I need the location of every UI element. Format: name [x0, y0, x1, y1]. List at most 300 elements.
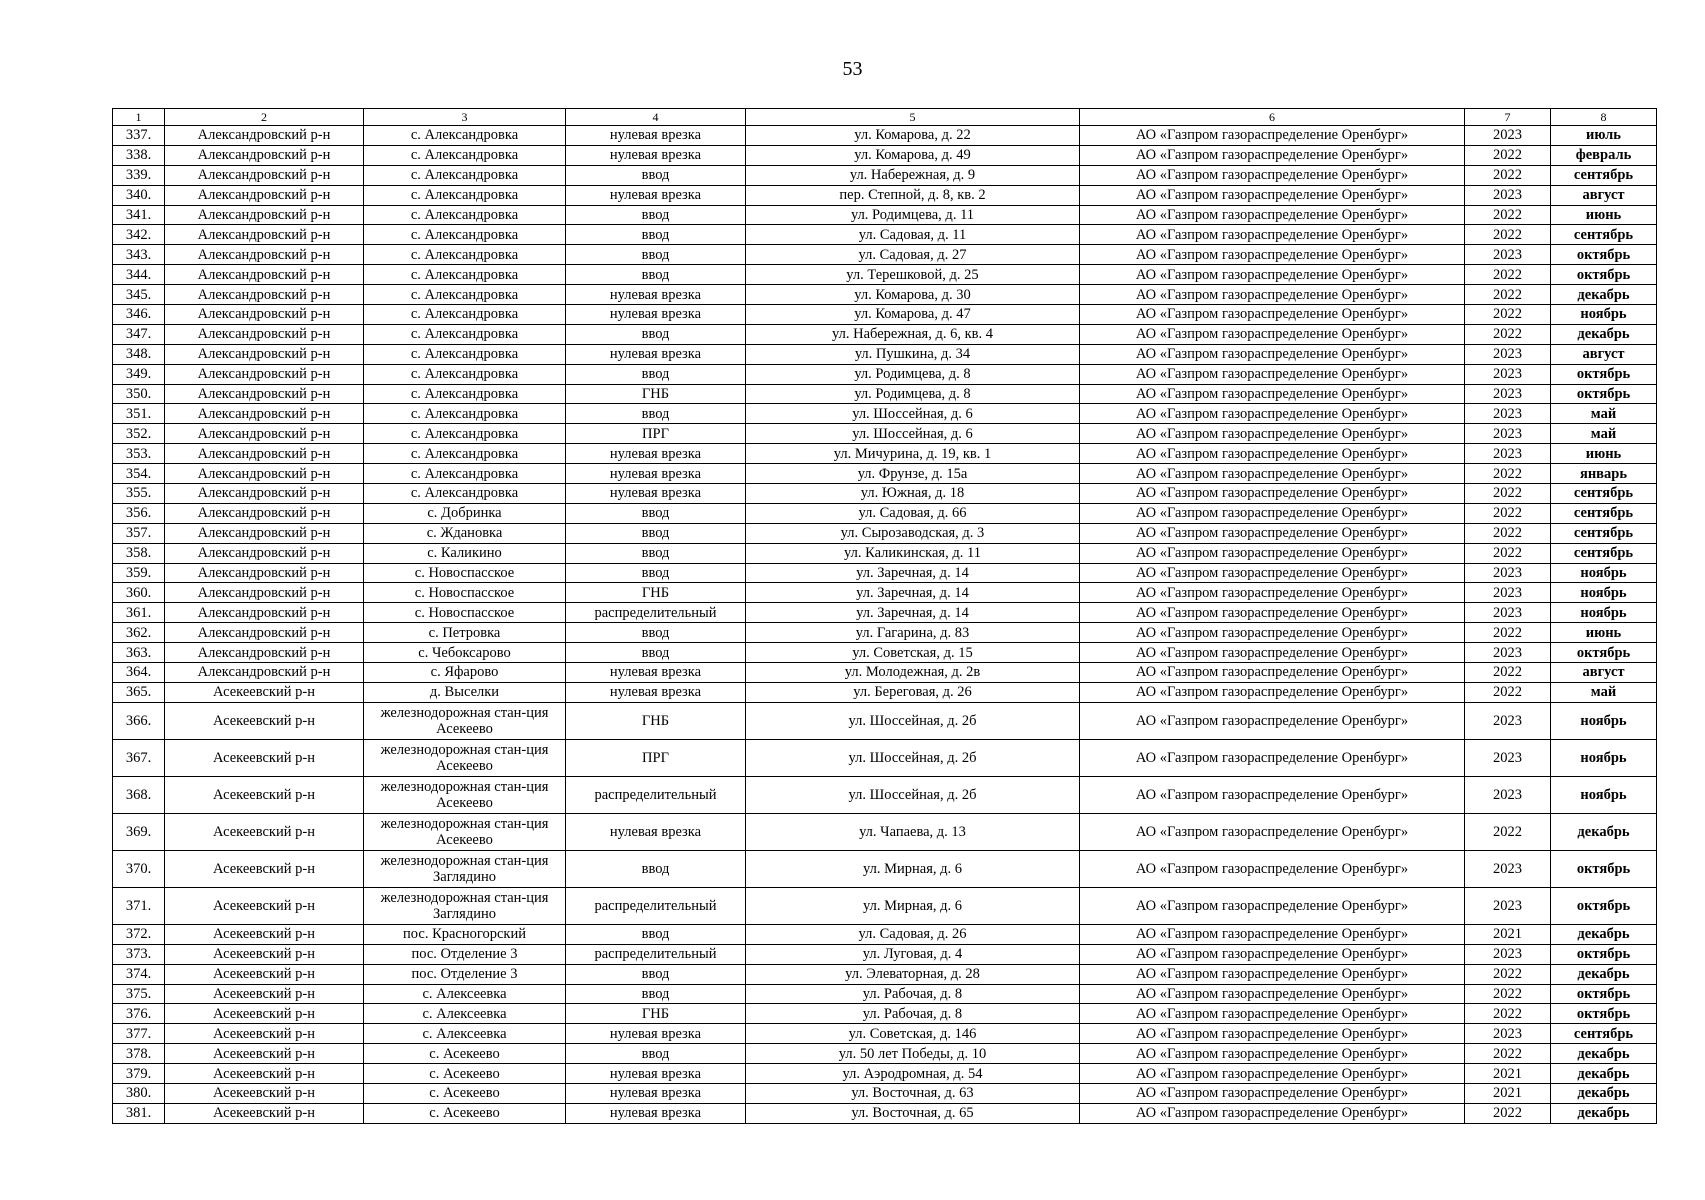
organization-cell: АО «Газпром газораспределение Оренбург» [1080, 444, 1465, 464]
address-cell: ул. 50 лет Победы, д. 10 [746, 1044, 1080, 1064]
month-cell: август [1551, 663, 1657, 683]
district-cell: Асекеевский р-н [165, 850, 364, 887]
table-row [113, 850, 1657, 887]
table-row [113, 984, 1657, 1004]
district-cell: Александровский р-н [165, 305, 364, 325]
organization-cell: АО «Газпром газораспределение Оренбург» [1080, 739, 1465, 776]
district-cell: Александровский р-н [165, 623, 364, 643]
row-number-cell: 341. [113, 205, 165, 225]
address-cell: ул. Шоссейная, д. 6 [746, 424, 1080, 444]
month-cell: сентябрь [1551, 484, 1657, 504]
district-cell: Асекеевский р-н [165, 944, 364, 964]
address-cell: ул. Молодежная, д. 2в [746, 663, 1080, 683]
table-row [113, 1103, 1657, 1123]
row-number-cell: 364. [113, 663, 165, 683]
row-number-cell: 371. [113, 887, 165, 924]
work-type-cell: ввод [566, 1044, 746, 1064]
settlement-cell: с. Асекеево [364, 1103, 566, 1123]
year-cell: 2023 [1465, 344, 1551, 364]
work-type-cell: ввод [566, 563, 746, 583]
district-cell: Александровский р-н [165, 364, 364, 384]
address-cell: ул. Луговая, д. 4 [746, 944, 1080, 964]
address-cell: ул. Набережная, д. 6, кв. 4 [746, 324, 1080, 344]
organization-cell: АО «Газпром газораспределение Оренбург» [1080, 205, 1465, 225]
month-cell: декабрь [1551, 324, 1657, 344]
work-type-cell: ГНБ [566, 1004, 746, 1024]
settlement-cell: пос. Красногорский [364, 924, 566, 944]
district-cell: Александровский р-н [165, 225, 364, 245]
month-cell: декабрь [1551, 924, 1657, 944]
settlement-cell: с. Новоспасское [364, 563, 566, 583]
district-cell: Александровский р-н [165, 424, 364, 444]
work-type-cell: нулевая врезка [566, 126, 746, 146]
table-row [113, 944, 1657, 964]
table-row [113, 165, 1657, 185]
address-cell: ул. Мирная, д. 6 [746, 850, 1080, 887]
month-cell: ноябрь [1551, 776, 1657, 813]
district-cell: Асекеевский р-н [165, 702, 364, 739]
column-header: 6 [1080, 109, 1465, 126]
address-cell: ул. Заречная, д. 14 [746, 563, 1080, 583]
month-cell: июль [1551, 126, 1657, 146]
organization-cell: АО «Газпром газораспределение Оренбург» [1080, 702, 1465, 739]
row-number-cell: 343. [113, 245, 165, 265]
month-cell: сентябрь [1551, 503, 1657, 523]
month-cell: май [1551, 424, 1657, 444]
month-cell: май [1551, 404, 1657, 424]
organization-cell: АО «Газпром газораспределение Оренбург» [1080, 682, 1465, 702]
district-cell: Александровский р-н [165, 384, 364, 404]
work-type-cell: нулевая врезка [566, 444, 746, 464]
table-row [113, 1064, 1657, 1084]
settlement-cell: с. Александровка [364, 265, 566, 285]
settlement-cell: с. Новоспасское [364, 603, 566, 623]
year-cell: 2023 [1465, 424, 1551, 444]
table-row [113, 964, 1657, 984]
work-type-cell: нулевая врезка [566, 484, 746, 504]
table-row [113, 663, 1657, 683]
row-number-cell: 373. [113, 944, 165, 964]
table-row [113, 424, 1657, 444]
work-type-cell: распределительный [566, 776, 746, 813]
table-row [113, 739, 1657, 776]
month-cell: июнь [1551, 205, 1657, 225]
organization-cell: АО «Газпром газораспределение Оренбург» [1080, 364, 1465, 384]
settlement-cell: с. Яфарово [364, 663, 566, 683]
table-row [113, 126, 1657, 146]
month-cell: октябрь [1551, 643, 1657, 663]
organization-cell: АО «Газпром газораспределение Оренбург» [1080, 384, 1465, 404]
organization-cell: АО «Газпром газораспределение Оренбург» [1080, 623, 1465, 643]
address-cell: ул. Садовая, д. 26 [746, 924, 1080, 944]
organization-cell: АО «Газпром газораспределение Оренбург» [1080, 324, 1465, 344]
row-number-cell: 369. [113, 813, 165, 850]
row-number-cell: 375. [113, 984, 165, 1004]
settlement-cell: с. Петровка [364, 623, 566, 643]
year-cell: 2023 [1465, 776, 1551, 813]
settlement-cell: с. Каликино [364, 543, 566, 563]
district-cell: Асекеевский р-н [165, 1024, 364, 1044]
district-cell: Асекеевский р-н [165, 776, 364, 813]
address-cell: ул. Береговая, д. 26 [746, 682, 1080, 702]
year-cell: 2022 [1465, 145, 1551, 165]
year-cell: 2022 [1465, 484, 1551, 504]
address-cell: ул. Шоссейная, д. 2б [746, 739, 1080, 776]
settlement-cell: с. Асекеево [364, 1064, 566, 1084]
row-number-cell: 339. [113, 165, 165, 185]
row-number-cell: 347. [113, 324, 165, 344]
organization-cell: АО «Газпром газораспределение Оренбург» [1080, 887, 1465, 924]
settlement-cell: с. Александровка [364, 126, 566, 146]
row-number-cell: 374. [113, 964, 165, 984]
table-row [113, 776, 1657, 813]
organization-cell: АО «Газпром газораспределение Оренбург» [1080, 265, 1465, 285]
organization-cell: АО «Газпром газораспределение Оренбург» [1080, 464, 1465, 484]
work-type-cell: ввод [566, 404, 746, 424]
row-number-cell: 342. [113, 225, 165, 245]
address-cell: ул. Пушкина, д. 34 [746, 344, 1080, 364]
work-type-cell: ввод [566, 364, 746, 384]
year-cell: 2023 [1465, 850, 1551, 887]
table-row [113, 305, 1657, 325]
month-cell: октябрь [1551, 245, 1657, 265]
month-cell: май [1551, 682, 1657, 702]
work-type-cell: ввод [566, 503, 746, 523]
organization-cell: АО «Газпром газораспределение Оренбург» [1080, 484, 1465, 504]
address-cell: ул. Комарова, д. 22 [746, 126, 1080, 146]
row-number-cell: 351. [113, 404, 165, 424]
table-row [113, 1024, 1657, 1044]
district-cell: Асекеевский р-н [165, 924, 364, 944]
address-cell: ул. Восточная, д. 63 [746, 1083, 1080, 1103]
year-cell: 2022 [1465, 523, 1551, 543]
settlement-cell: с. Александровка [364, 344, 566, 364]
table-row [113, 145, 1657, 165]
column-header: 5 [746, 109, 1080, 126]
year-cell: 2023 [1465, 1024, 1551, 1044]
address-cell: ул. Родимцева, д. 8 [746, 364, 1080, 384]
row-number-cell: 363. [113, 643, 165, 663]
table-row [113, 503, 1657, 523]
year-cell: 2023 [1465, 643, 1551, 663]
year-cell: 2023 [1465, 583, 1551, 603]
organization-cell: АО «Газпром газораспределение Оренбург» [1080, 1103, 1465, 1123]
table-row [113, 1083, 1657, 1103]
row-number-cell: 380. [113, 1083, 165, 1103]
row-number-cell: 353. [113, 444, 165, 464]
register-table-body [113, 109, 1657, 1124]
month-cell: февраль [1551, 145, 1657, 165]
district-cell: Александровский р-н [165, 663, 364, 683]
organization-cell: АО «Газпром газораспределение Оренбург» [1080, 225, 1465, 245]
district-cell: Александровский р-н [165, 643, 364, 663]
district-cell: Асекеевский р-н [165, 813, 364, 850]
row-number-cell: 346. [113, 305, 165, 325]
table-row [113, 813, 1657, 850]
address-cell: ул. Рабочая, д. 8 [746, 1004, 1080, 1024]
table-row [113, 583, 1657, 603]
settlement-cell: с. Алексеевка [364, 984, 566, 1004]
organization-cell: АО «Газпром газораспределение Оренбург» [1080, 126, 1465, 146]
column-header: 4 [566, 109, 746, 126]
month-cell: сентябрь [1551, 543, 1657, 563]
month-cell: октябрь [1551, 850, 1657, 887]
work-type-cell: распределительный [566, 944, 746, 964]
settlement-cell: с. Алексеевка [364, 1024, 566, 1044]
row-number-cell: 352. [113, 424, 165, 444]
district-cell: Александровский р-н [165, 324, 364, 344]
work-type-cell: ввод [566, 324, 746, 344]
table-row [113, 265, 1657, 285]
district-cell: Александровский р-н [165, 205, 364, 225]
month-cell: август [1551, 185, 1657, 205]
settlement-cell: с. Александровка [364, 145, 566, 165]
row-number-cell: 345. [113, 285, 165, 305]
organization-cell: АО «Газпром газораспределение Оренбург» [1080, 944, 1465, 964]
address-cell: ул. Каликинская, д. 11 [746, 543, 1080, 563]
settlement-cell: железнодорожная стан-ция Заглядино [364, 850, 566, 887]
row-number-cell: 359. [113, 563, 165, 583]
row-number-cell: 340. [113, 185, 165, 205]
address-cell: ул. Элеваторная, д. 28 [746, 964, 1080, 984]
month-cell: сентябрь [1551, 165, 1657, 185]
year-cell: 2021 [1465, 924, 1551, 944]
year-cell: 2022 [1465, 623, 1551, 643]
month-cell: декабрь [1551, 1064, 1657, 1084]
row-number-cell: 354. [113, 464, 165, 484]
table-row [113, 285, 1657, 305]
settlement-cell: железнодорожная стан-ция Асекеево [364, 813, 566, 850]
work-type-cell: ввод [566, 643, 746, 663]
month-cell: ноябрь [1551, 739, 1657, 776]
organization-cell: АО «Газпром газораспределение Оренбург» [1080, 503, 1465, 523]
work-type-cell: нулевая врезка [566, 1083, 746, 1103]
address-cell: ул. Советская, д. 146 [746, 1024, 1080, 1044]
work-type-cell: ГНБ [566, 583, 746, 603]
address-cell: ул. Родимцева, д. 11 [746, 205, 1080, 225]
organization-cell: АО «Газпром газораспределение Оренбург» [1080, 1083, 1465, 1103]
table-row [113, 464, 1657, 484]
settlement-cell: с. Алексеевка [364, 1004, 566, 1024]
settlement-cell: железнодорожная стан-ция Асекеево [364, 739, 566, 776]
year-cell: 2023 [1465, 384, 1551, 404]
month-cell: июнь [1551, 444, 1657, 464]
column-header: 3 [364, 109, 566, 126]
table-row [113, 444, 1657, 464]
year-cell: 2023 [1465, 702, 1551, 739]
settlement-cell: с. Александровка [364, 285, 566, 305]
month-cell: август [1551, 344, 1657, 364]
table-row [113, 682, 1657, 702]
year-cell: 2022 [1465, 324, 1551, 344]
organization-cell: АО «Газпром газораспределение Оренбург» [1080, 583, 1465, 603]
organization-cell: АО «Газпром газораспределение Оренбург» [1080, 964, 1465, 984]
address-cell: пер. Степной, д. 8, кв. 2 [746, 185, 1080, 205]
month-cell: сентябрь [1551, 523, 1657, 543]
settlement-cell: железнодорожная стан-ция Заглядино [364, 887, 566, 924]
row-number-cell: 378. [113, 1044, 165, 1064]
month-cell: декабрь [1551, 813, 1657, 850]
address-cell: ул. Шоссейная, д. 2б [746, 776, 1080, 813]
year-cell: 2023 [1465, 126, 1551, 146]
row-number-cell: 337. [113, 126, 165, 146]
month-cell: ноябрь [1551, 305, 1657, 325]
work-type-cell: ПРГ [566, 424, 746, 444]
organization-cell: АО «Газпром газораспределение Оренбург» [1080, 813, 1465, 850]
row-number-cell: 338. [113, 145, 165, 165]
district-cell: Александровский р-н [165, 185, 364, 205]
district-cell: Александровский р-н [165, 265, 364, 285]
table-row [113, 205, 1657, 225]
settlement-cell: д. Выселки [364, 682, 566, 702]
district-cell: Александровский р-н [165, 344, 364, 364]
row-number-cell: 367. [113, 739, 165, 776]
month-cell: декабрь [1551, 1044, 1657, 1064]
address-cell: ул. Комарова, д. 47 [746, 305, 1080, 325]
year-cell: 2022 [1465, 205, 1551, 225]
organization-cell: АО «Газпром газораспределение Оренбург» [1080, 1024, 1465, 1044]
organization-cell: АО «Газпром газораспределение Оренбург» [1080, 185, 1465, 205]
table-row [113, 245, 1657, 265]
organization-cell: АО «Газпром газораспределение Оренбург» [1080, 523, 1465, 543]
address-cell: ул. Родимцева, д. 8 [746, 384, 1080, 404]
address-cell: ул. Набережная, д. 9 [746, 165, 1080, 185]
address-cell: ул. Мичурина, д. 19, кв. 1 [746, 444, 1080, 464]
year-cell: 2022 [1465, 1004, 1551, 1024]
table-row [113, 185, 1657, 205]
district-cell: Александровский р-н [165, 583, 364, 603]
row-number-cell: 368. [113, 776, 165, 813]
organization-cell: АО «Газпром газораспределение Оренбург» [1080, 643, 1465, 663]
table-row [113, 225, 1657, 245]
year-cell: 2023 [1465, 887, 1551, 924]
table-row [113, 364, 1657, 384]
work-type-cell: нулевая врезка [566, 813, 746, 850]
month-cell: сентябрь [1551, 225, 1657, 245]
row-number-cell: 349. [113, 364, 165, 384]
row-number-cell: 366. [113, 702, 165, 739]
table-row [113, 404, 1657, 424]
table-row [113, 643, 1657, 663]
year-cell: 2022 [1465, 663, 1551, 683]
organization-cell: АО «Газпром газораспределение Оренбург» [1080, 305, 1465, 325]
district-cell: Александровский р-н [165, 464, 364, 484]
row-number-cell: 356. [113, 503, 165, 523]
table-row [113, 344, 1657, 364]
year-cell: 2021 [1465, 1083, 1551, 1103]
month-cell: октябрь [1551, 1004, 1657, 1024]
organization-cell: АО «Газпром газораспределение Оренбург» [1080, 850, 1465, 887]
work-type-cell: ввод [566, 245, 746, 265]
column-header: 1 [113, 109, 165, 126]
work-type-cell: ввод [566, 924, 746, 944]
district-cell: Асекеевский р-н [165, 964, 364, 984]
year-cell: 2022 [1465, 682, 1551, 702]
row-number-cell: 355. [113, 484, 165, 504]
row-number-cell: 350. [113, 384, 165, 404]
work-type-cell: нулевая врезка [566, 1103, 746, 1123]
work-type-cell: ввод [566, 225, 746, 245]
year-cell: 2022 [1465, 305, 1551, 325]
organization-cell: АО «Газпром газораспределение Оренбург» [1080, 145, 1465, 165]
settlement-cell: с. Добринка [364, 503, 566, 523]
month-cell: ноябрь [1551, 603, 1657, 623]
address-cell: ул. Гагарина, д. 83 [746, 623, 1080, 643]
organization-cell: АО «Газпром газораспределение Оренбург» [1080, 543, 1465, 563]
year-cell: 2022 [1465, 543, 1551, 563]
work-type-cell: нулевая врезка [566, 1064, 746, 1084]
work-type-cell: нулевая врезка [566, 344, 746, 364]
settlement-cell: с. Чебоксарово [364, 643, 566, 663]
row-number-cell: 365. [113, 682, 165, 702]
district-cell: Александровский р-н [165, 563, 364, 583]
work-type-cell: ввод [566, 984, 746, 1004]
settlement-cell: пос. Отделение 3 [364, 944, 566, 964]
settlement-cell: с. Александровка [364, 305, 566, 325]
month-cell: октябрь [1551, 944, 1657, 964]
table-row [113, 702, 1657, 739]
month-cell: ноябрь [1551, 583, 1657, 603]
settlement-cell: с. Александровка [364, 424, 566, 444]
year-cell: 2023 [1465, 364, 1551, 384]
district-cell: Асекеевский р-н [165, 1083, 364, 1103]
organization-cell: АО «Газпром газораспределение Оренбург» [1080, 924, 1465, 944]
table-row [113, 543, 1657, 563]
address-cell: ул. Рабочая, д. 8 [746, 984, 1080, 1004]
page-number: 53 [842, 58, 863, 80]
address-cell: ул. Фрунзе, д. 15а [746, 464, 1080, 484]
month-cell: январь [1551, 464, 1657, 484]
settlement-cell: с. Александровка [364, 384, 566, 404]
district-cell: Асекеевский р-н [165, 739, 364, 776]
work-type-cell: ввод [566, 964, 746, 984]
year-cell: 2023 [1465, 245, 1551, 265]
row-number-cell: 372. [113, 924, 165, 944]
table-row [113, 887, 1657, 924]
year-cell: 2022 [1465, 285, 1551, 305]
district-cell: Александровский р-н [165, 603, 364, 623]
year-cell: 2023 [1465, 739, 1551, 776]
month-cell: октябрь [1551, 364, 1657, 384]
address-cell: ул. Заречная, д. 14 [746, 583, 1080, 603]
work-type-cell: ввод [566, 205, 746, 225]
district-cell: Александровский р-н [165, 145, 364, 165]
work-type-cell: ГНБ [566, 702, 746, 739]
row-number-cell: 381. [113, 1103, 165, 1123]
table-row [113, 603, 1657, 623]
year-cell: 2022 [1465, 464, 1551, 484]
work-type-cell: ввод [566, 850, 746, 887]
table-row [113, 1044, 1657, 1064]
work-type-cell: нулевая врезка [566, 285, 746, 305]
table-row [113, 384, 1657, 404]
organization-cell: АО «Газпром газораспределение Оренбург» [1080, 245, 1465, 265]
row-number-cell: 370. [113, 850, 165, 887]
address-cell: ул. Советская, д. 15 [746, 643, 1080, 663]
organization-cell: АО «Газпром газораспределение Оренбург» [1080, 424, 1465, 444]
year-cell: 2023 [1465, 563, 1551, 583]
work-type-cell: ввод [566, 523, 746, 543]
year-cell: 2022 [1465, 984, 1551, 1004]
district-cell: Асекеевский р-н [165, 887, 364, 924]
organization-cell: АО «Газпром газораспределение Оренбург» [1080, 285, 1465, 305]
district-cell: Александровский р-н [165, 523, 364, 543]
settlement-cell: с. Александровка [364, 364, 566, 384]
work-type-cell: нулевая врезка [566, 145, 746, 165]
settlement-cell: с. Асекеево [364, 1083, 566, 1103]
settlement-cell: с. Александровка [364, 464, 566, 484]
work-type-cell: ввод [566, 265, 746, 285]
